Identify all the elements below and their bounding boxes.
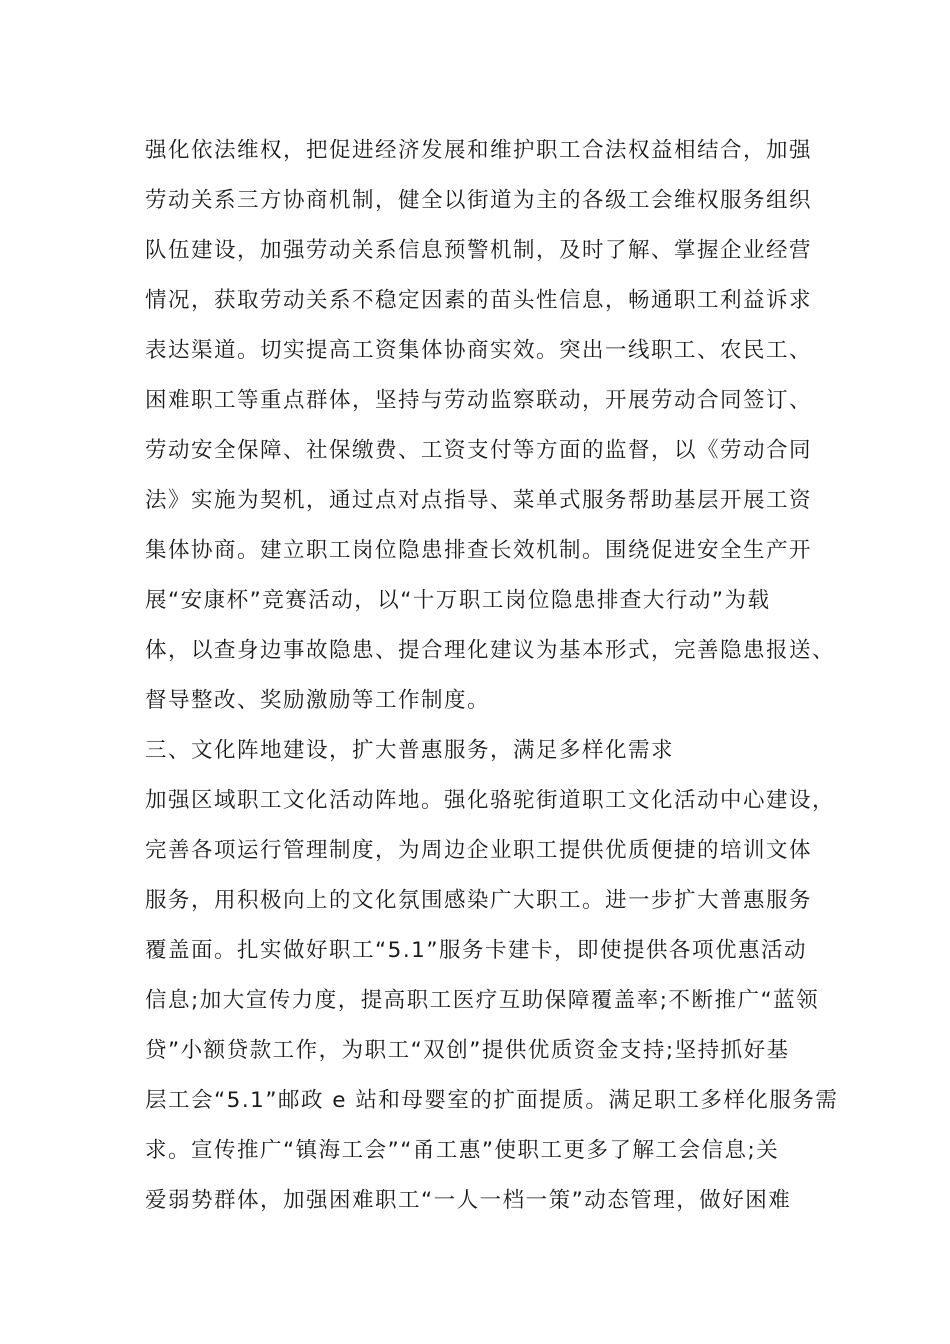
text-line: 求。宣传推广“镇海工会”“甬工惠”使职工更多了解工会信息;关 (145, 1138, 780, 1163)
text-line: 服务，用积极向上的文化氛围感染广大职工。进一步扩大普惠服务 (145, 888, 813, 913)
text-line: 困难职工等重点群体，坚持与劳动监察联动，开展劳动合同签订、 (145, 388, 813, 413)
text-line: 贷”小额贷款工作，为职工“双创”提供优质资金支持;坚持抓好基 (145, 1038, 790, 1063)
text-line: 法》实施为契机，通过点对点指导、菜单式服务帮助基层开展工资 (145, 488, 813, 513)
text-line: 情况，获取劳动关系不稳定因素的苗头性信息，畅通职工利益诉求 (145, 288, 813, 313)
text-line: 体，以查身边事故隐患、提合理化建议为基本形式，完善隐患报送、 (145, 638, 836, 663)
text-line: 爱弱势群体，加强困难职工“一人一档一策”动态管理，做好困难 (145, 1188, 792, 1213)
text-line: 强化依法维权，把促进经济发展和维护职工合法权益相结合，加强 (145, 138, 813, 163)
text-line: 加强区域职工文化活动阵地。强化骆驼街道职工文化活动中心建设， (145, 788, 836, 813)
text-line: 信息;加大宣传力度，提高职工医疗互助保障覆盖率;不断推广“蓝领 (145, 988, 820, 1013)
text-line: 劳动关系三方协商机制，健全以街道为主的各级工会维权服务组织 (145, 188, 813, 213)
text-line: 劳动安全保障、社保缴费、工资支付等方面的监督，以《劳动合同 (145, 438, 813, 463)
text-line: 表达渠道。切实提高工资集体协商实效。突出一线职工、农民工、 (145, 338, 813, 363)
text-line: 督导整改、奖励激励等工作制度。 (145, 688, 491, 713)
text-line: 覆盖面。扎实做好职工“5.1”服务卡建卡，即使提供各项优惠活动 (145, 938, 807, 963)
text-line: 队伍建设，加强劳动关系信息预警机制，及时了解、掌握企业经营 (145, 238, 813, 263)
text-line: 集体协商。建立职工岗位隐患排查长效机制。围绕促进安全生产开 (145, 538, 813, 563)
text-line: 展“安康杯”竞赛活动，以“十万职工岗位隐患排查大行动”为载 (145, 588, 771, 613)
text-line: 层工会“5.1”邮政 e 站和母婴室的扩面提质。满足职工多样化服务需 (145, 1088, 839, 1113)
section-heading: 三、文化阵地建设，扩大普惠服务，满足多样化需求 (145, 738, 675, 763)
text-line: 完善各项运行管理制度，为周边企业职工提供优质便捷的培训文体 (145, 838, 813, 863)
